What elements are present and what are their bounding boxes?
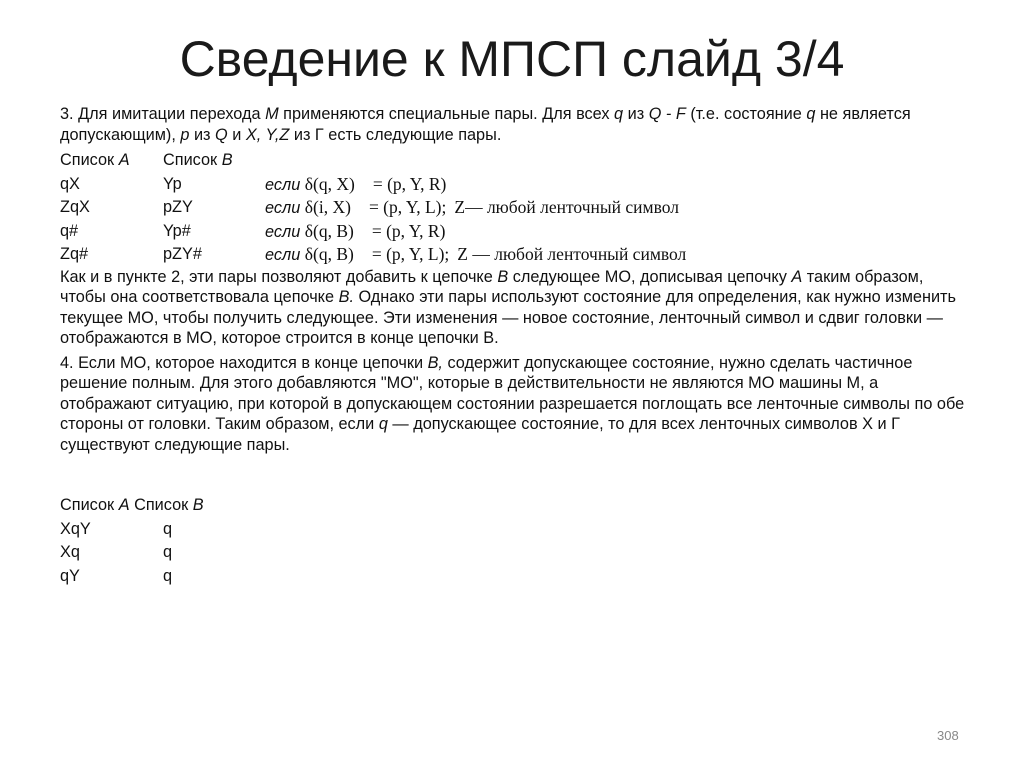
- text: из: [623, 105, 649, 123]
- text: из: [189, 125, 216, 144]
- symbol: p: [180, 125, 190, 144]
- pair-row: [60, 518, 360, 542]
- text: 3. Для имитации перехода: [60, 105, 266, 123]
- list-a-cell: XqY: [60, 519, 91, 538]
- pair-row: [60, 565, 360, 589]
- section3-explanation: Как и в пункте 2, эти пары позволяют добавить к цепочке B следующее МО, дописывая цепочку A таким образом, чтобы она соответствовала цепочке B. Однако эти пары используют состояние для определения, как нужно изменить текущее МО, чтобы получить следующее. Эти изменения — новое состояние, ленточный символ и сдвиг головки — отображаются в МО, которое строится в конце цепочки В.: [60, 267, 956, 347]
- symbol: q: [806, 105, 816, 123]
- text: (т.е. состояние: [685, 105, 807, 123]
- text: не является допускающим),: [60, 105, 911, 144]
- list-a-cell: Zq#: [60, 245, 89, 263]
- text: из Г есть следующие пары.: [289, 125, 502, 144]
- slide-title: Сведение к МПСП слайд 3/4: [179, 31, 845, 87]
- condition: если δ(i, X) = (p, Y, L); Z— любой ленточный символ: [265, 197, 679, 217]
- condition: если δ(q, B) = (p, Y, L); Z — любой ленточный символ: [265, 244, 687, 264]
- list-b-cell: Yp: [163, 174, 182, 193]
- list-b-cell: q: [163, 543, 173, 561]
- slide-body: [60, 104, 970, 459]
- list-b-header: Список B: [163, 151, 233, 169]
- pairs-header: [60, 149, 970, 173]
- pair-row: [60, 196, 970, 220]
- pair-row: [60, 220, 970, 244]
- pair-row: [60, 243, 970, 267]
- final-pairs: [60, 494, 360, 588]
- list-b-cell: Yp#: [163, 221, 191, 240]
- symbol: Q: [215, 125, 228, 144]
- list-a-cell: ZqX: [60, 198, 90, 216]
- text: применяются специальные пары. Для всех: [278, 105, 615, 123]
- symbol: M: [265, 105, 279, 123]
- condition: если δ(q, X) = (p, Y, R): [265, 173, 447, 194]
- section4-paragraph: 4. Если МО, которое находится в конце цепочки B, содержит допускающее состояние, нужно сделать частичное решение полным. Для этого добавляются "МО", которые в действительности не являются МО машины М, а отображают ситуацию, при которой в допускающем состоянии разрешается поглощать все ленточные символы по обе стороны от головки. Таким образом, если q — допускающее состояние, то для всех ленточных символов X и Г существуют следующие пары.: [60, 353, 965, 454]
- symbol: X, Y,Z: [245, 125, 290, 144]
- symbol: Q - F: [648, 105, 686, 123]
- list-a-cell: q#: [60, 221, 79, 240]
- text: и: [227, 125, 246, 144]
- list-b-cell: pZY#: [163, 245, 202, 263]
- symbol: q: [614, 105, 624, 123]
- page-number: 308: [937, 728, 959, 743]
- list-a-cell: Xq: [60, 543, 80, 561]
- list-b-cell: q: [163, 519, 173, 538]
- pair-row: [60, 541, 360, 565]
- list-a-header: Список A: [60, 151, 130, 169]
- condition: если δ(q, B) = (p, Y, R): [265, 220, 446, 241]
- list-b-cell: q: [163, 566, 173, 585]
- pair-row: [60, 173, 970, 197]
- pairs-header: [60, 494, 360, 518]
- section3-intro: [60, 104, 970, 145]
- list-b-cell: pZY: [163, 198, 193, 216]
- list-headers: Список A Список B: [60, 496, 204, 514]
- list-a-cell: qY: [60, 566, 80, 585]
- list-a-cell: qX: [60, 174, 80, 193]
